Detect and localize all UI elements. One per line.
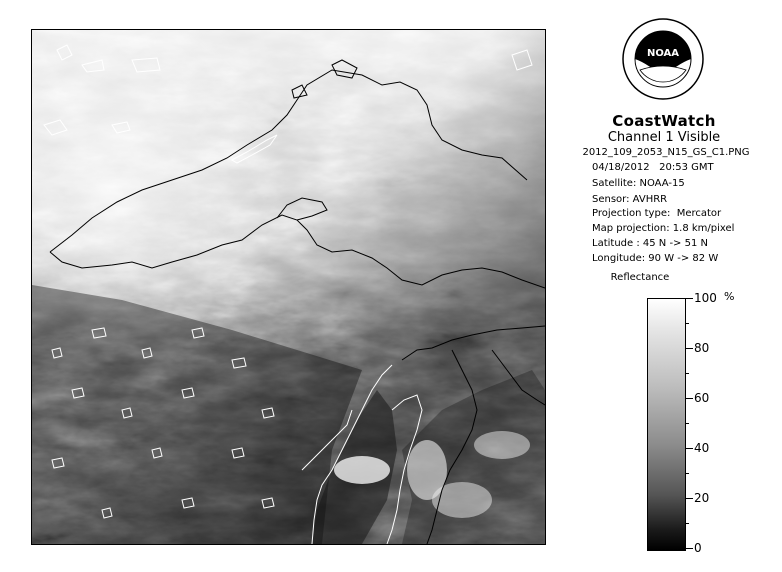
channel-label: Channel 1 Visible — [607, 130, 721, 145]
bright-cumulus-3 — [432, 482, 492, 518]
shading-overlay — [32, 30, 545, 544]
tick-40 — [685, 448, 693, 449]
tick-20 — [685, 498, 693, 499]
tick-100 — [685, 298, 693, 299]
tick-label-100: 100 — [694, 291, 717, 305]
noaa-logo — [622, 18, 704, 100]
satellite-image — [31, 29, 546, 545]
colorbar-unit: % — [724, 290, 735, 303]
latitude-range: Latitude : 45 N -> 51 N — [592, 238, 708, 249]
brand-title: CoastWatch — [612, 112, 716, 130]
logo-noaa-text: NOAA — [646, 48, 680, 59]
projection-type: Projection type: Mercator — [592, 208, 722, 219]
tick-0 — [685, 548, 693, 549]
colorbar — [647, 298, 686, 551]
bright-cumulus-4 — [474, 431, 530, 459]
colorbar-title: Reflectance — [610, 272, 670, 283]
longitude-range: Longitude: 90 W -> 82 W — [592, 253, 719, 264]
filename: 2012_109_2053_N15_GS_C1.PNG — [582, 147, 750, 158]
tick-label-60: 60 — [694, 391, 710, 405]
tick-label-80: 80 — [694, 341, 710, 355]
satellite-label: Satellite: NOAA-15 — [592, 178, 685, 189]
tick-minor — [685, 323, 689, 324]
tick-minor — [685, 373, 689, 374]
tick-minor — [685, 423, 689, 424]
sensor-label: Sensor: AVHRR — [592, 194, 668, 205]
tick-label-0: 0 — [694, 541, 702, 555]
bright-cumulus-1 — [334, 456, 390, 484]
tick-label-40: 40 — [694, 441, 710, 455]
satellite-svg — [32, 30, 545, 544]
tick-label-20: 20 — [694, 491, 710, 505]
tick-80 — [685, 348, 693, 349]
datetime: 04/18/2012 20:53 GMT — [592, 162, 714, 173]
tick-minor — [685, 523, 689, 524]
map-projection: Map projection: 1.8 km/pixel — [592, 223, 735, 234]
tick-minor — [685, 473, 689, 474]
tick-60 — [685, 398, 693, 399]
